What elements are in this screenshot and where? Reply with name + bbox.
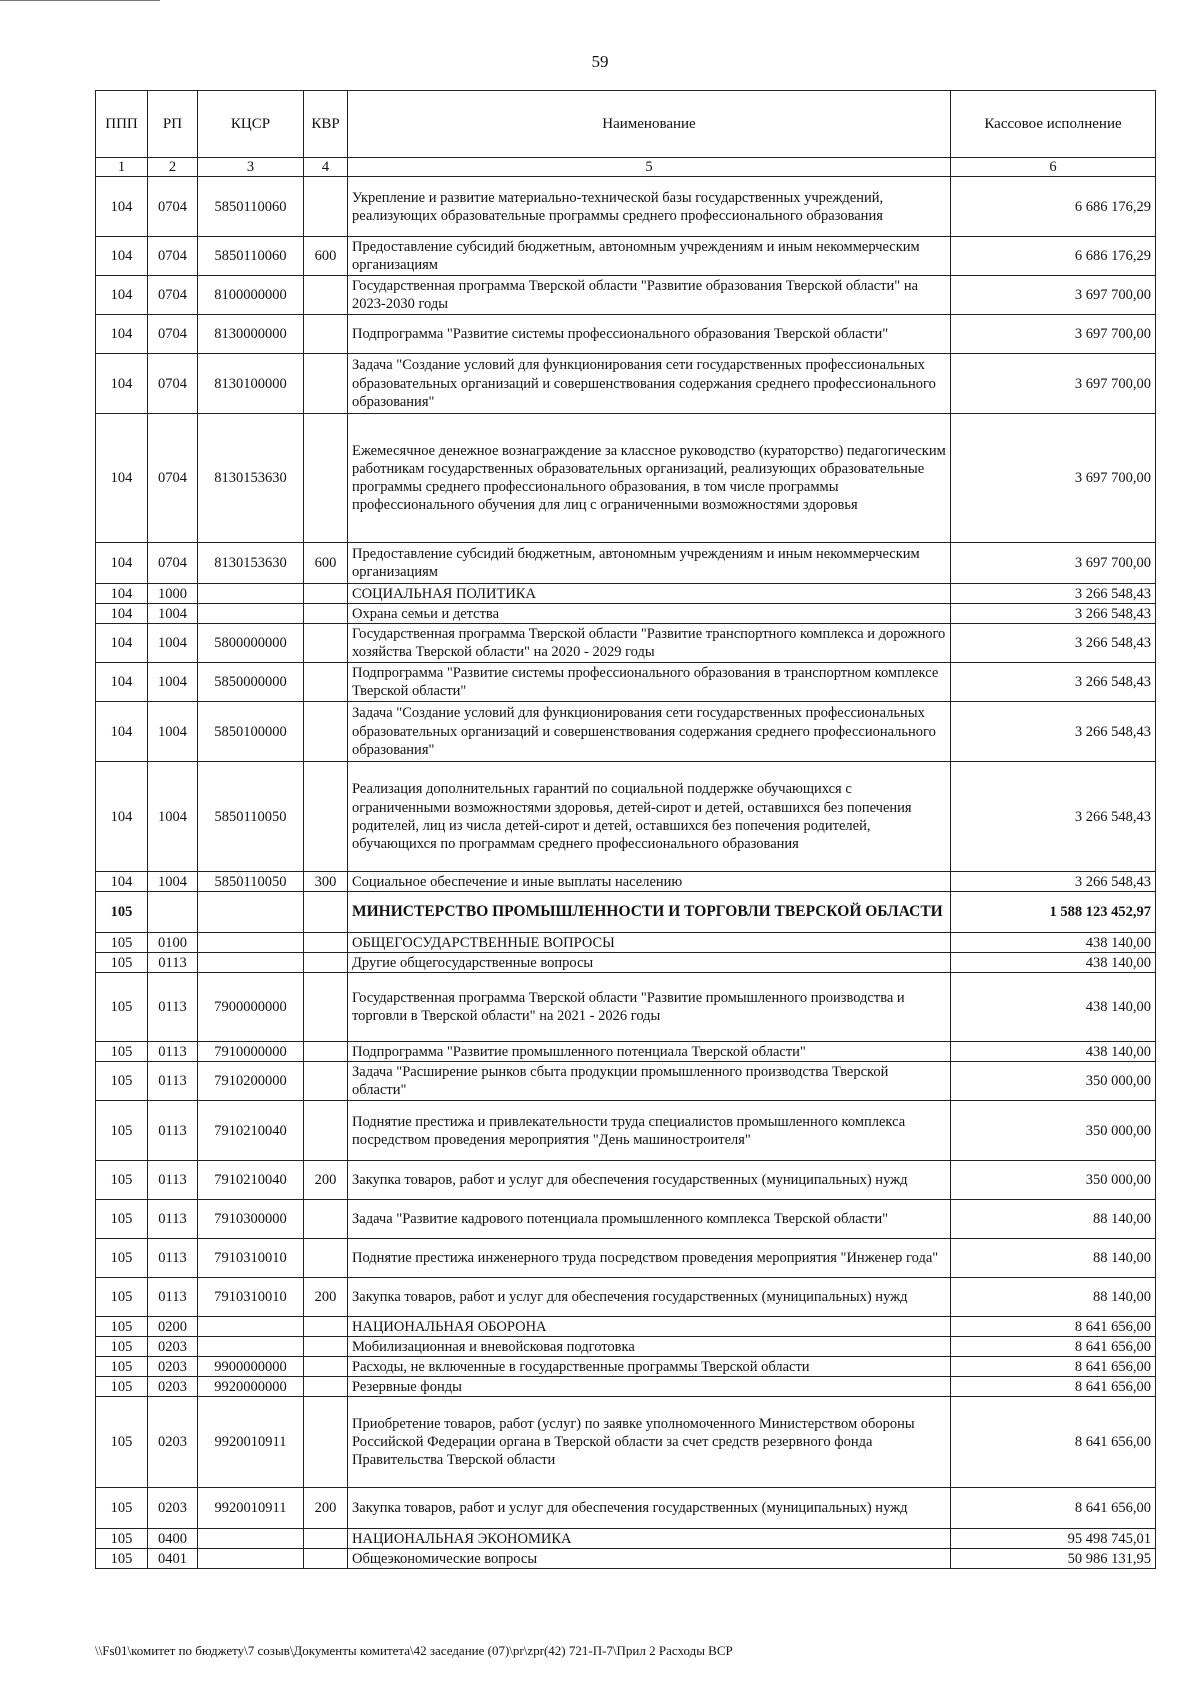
cell-kcsr: 9920010911 <box>198 1488 304 1529</box>
cell-ppp: 105 <box>96 973 148 1042</box>
cell-kcsr <box>198 1529 304 1549</box>
cell-kvr <box>304 702 348 762</box>
cell-kvr <box>304 414 348 543</box>
cell-ppp: 105 <box>96 933 148 953</box>
cell-kcsr: 8130153630 <box>198 414 304 543</box>
cell-kvr <box>304 315 348 354</box>
cell-amount: 3 266 548,43 <box>951 762 1156 872</box>
table-row <box>96 933 1156 953</box>
cell-kcsr: 7910200000 <box>198 1062 304 1101</box>
cell-name: Задача "Развитие кадрового потенциала промышленного комплекса Тверской области" <box>348 1200 951 1239</box>
cell-kcsr: 7910210040 <box>198 1101 304 1161</box>
cell-kvr <box>304 1101 348 1161</box>
cell-ppp: 105 <box>96 1239 148 1278</box>
cell-name: Закупка товаров, работ и услуг для обеспечения государственных (муниципальных) нужд <box>348 1161 951 1200</box>
cell-rp: 0113 <box>148 1101 198 1161</box>
cell-rp: 0400 <box>148 1529 198 1549</box>
index-cell: 1 <box>96 158 148 177</box>
table-row <box>96 1062 1156 1101</box>
header-kcsr: КЦСР <box>198 91 304 158</box>
table-row <box>96 953 1156 973</box>
table-row <box>96 1488 1156 1529</box>
header-name: Наименование <box>348 91 951 158</box>
cell-ppp: 105 <box>96 1062 148 1101</box>
cell-name: Подпрограмма "Развитие системы профессионального образования Тверской области" <box>348 315 951 354</box>
cell-ppp: 104 <box>96 543 148 584</box>
cell-name: Задача "Создание условий для функционирования сети государственных профессиональных образовательных организаций и совершенствования содержания среднего профессионального образования" <box>348 354 951 414</box>
cell-ppp: 104 <box>96 702 148 762</box>
cell-name: Мобилизационная и вневойсковая подготовка <box>348 1337 951 1357</box>
table-row <box>96 1529 1156 1549</box>
cell-ppp: 105 <box>96 1042 148 1062</box>
cell-rp: 0113 <box>148 973 198 1042</box>
cell-amount: 50 986 131,95 <box>951 1549 1156 1569</box>
table-row <box>96 604 1156 624</box>
cell-kcsr: 7910310010 <box>198 1278 304 1317</box>
cell-amount: 3 266 548,43 <box>951 663 1156 702</box>
cell-kcsr: 5850100000 <box>198 702 304 762</box>
cell-amount: 3 697 700,00 <box>951 276 1156 315</box>
cell-name: Поднятие престижа инженерного труда посредством проведения мероприятия "Инженер года" <box>348 1239 951 1278</box>
cell-rp: 0100 <box>148 933 198 953</box>
cell-kvr <box>304 354 348 414</box>
cell-ppp: 105 <box>96 1357 148 1377</box>
cell-rp: 0704 <box>148 276 198 315</box>
cell-name: Другие общегосударственные вопросы <box>348 953 951 973</box>
cell-name: Приобретение товаров, работ (услуг) по заявке уполномоченного Министерством обороны Российской Федерации органа в Тверской области за счет средств резервного фонда Правительства Тверской области <box>348 1397 951 1488</box>
cell-rp: 0203 <box>148 1337 198 1357</box>
cell-name: НАЦИОНАЛЬНАЯ ОБОРОНА <box>348 1317 951 1337</box>
cell-ppp: 105 <box>96 1317 148 1337</box>
cell-amount: 438 140,00 <box>951 933 1156 953</box>
header-kvr: КВР <box>304 91 348 158</box>
cell-amount: 3 697 700,00 <box>951 315 1156 354</box>
cell-rp: 0203 <box>148 1488 198 1529</box>
cell-amount: 8 641 656,00 <box>951 1377 1156 1397</box>
cell-amount: 438 140,00 <box>951 973 1156 1042</box>
table-row <box>96 543 1156 584</box>
cell-ppp: 105 <box>96 1488 148 1529</box>
cell-name: ОБЩЕГОСУДАРСТВЕННЫЕ ВОПРОСЫ <box>348 933 951 953</box>
cell-kvr <box>304 762 348 872</box>
cell-ppp: 104 <box>96 276 148 315</box>
table-row <box>96 237 1156 276</box>
cell-amount: 438 140,00 <box>951 1042 1156 1062</box>
cell-amount: 8 641 656,00 <box>951 1357 1156 1377</box>
cell-amount: 6 686 176,29 <box>951 177 1156 237</box>
cell-rp: 0113 <box>148 1200 198 1239</box>
cell-amount: 88 140,00 <box>951 1278 1156 1317</box>
table-row <box>96 1200 1156 1239</box>
table-row <box>96 414 1156 543</box>
cell-ppp: 105 <box>96 1397 148 1488</box>
cell-amount: 8 641 656,00 <box>951 1337 1156 1357</box>
table-row <box>96 177 1156 237</box>
cell-kcsr <box>198 584 304 604</box>
footer-file-path: \\Fs01\комитет по бюджету\7 созыв\Документы комитета\42 заседание (07)\pr\zpr(42) 721-П-7\Прил 2 Расходы ВСР <box>95 1643 733 1658</box>
cell-kvr <box>304 1397 348 1488</box>
cell-rp: 0200 <box>148 1317 198 1337</box>
cell-kvr <box>304 604 348 624</box>
cell-rp: 0203 <box>148 1377 198 1397</box>
cell-name: Ежемесячное денежное вознаграждение за классное руководство (кураторство) педагогическим работникам государственных образовательных организаций, реализующих образовательные программы среднего профессионального образования, в том числе программы профессионального обучения для лиц с ограниченными возможностями здоровья <box>348 414 951 543</box>
cell-kcsr <box>198 892 304 933</box>
table-row <box>96 762 1156 872</box>
cell-kvr <box>304 177 348 237</box>
cell-kcsr <box>198 953 304 973</box>
cell-name: Подпрограмма "Развитие системы профессионального образования в транспортном комплексе Тверской области" <box>348 663 951 702</box>
cell-kvr: 200 <box>304 1488 348 1529</box>
table-row <box>96 1397 1156 1488</box>
cell-amount: 3 697 700,00 <box>951 543 1156 584</box>
cell-kcsr: 7910000000 <box>198 1042 304 1062</box>
cell-kcsr: 5850000000 <box>198 663 304 702</box>
index-cell: 5 <box>348 158 951 177</box>
cell-name: Предоставление субсидий бюджетным, автономным учреждениям и иным некоммерческим организациям <box>348 237 951 276</box>
cell-name: Расходы, не включенные в государственные программы Тверской области <box>348 1357 951 1377</box>
cell-name: Общеэкономические вопросы <box>348 1549 951 1569</box>
cell-kcsr: 9900000000 <box>198 1357 304 1377</box>
cell-kvr <box>304 663 348 702</box>
page-number: 59 <box>591 52 609 71</box>
table-row <box>96 1357 1156 1377</box>
cell-rp: 1004 <box>148 624 198 663</box>
cell-kcsr: 7900000000 <box>198 973 304 1042</box>
cell-amount: 8 641 656,00 <box>951 1317 1156 1337</box>
cell-kcsr: 8130153630 <box>198 543 304 584</box>
cell-rp: 1004 <box>148 762 198 872</box>
cell-ppp: 105 <box>96 1377 148 1397</box>
cell-ppp: 105 <box>96 1161 148 1200</box>
index-cell: 6 <box>951 158 1156 177</box>
cell-name: Государственная программа Тверской области "Развитие образования Тверской области" на 2023-2030 годы <box>348 276 951 315</box>
cell-rp: 0203 <box>148 1357 198 1377</box>
cell-amount: 3 266 548,43 <box>951 702 1156 762</box>
cell-rp: 0704 <box>148 315 198 354</box>
cell-kcsr: 5800000000 <box>198 624 304 663</box>
table-row <box>96 973 1156 1042</box>
cell-kcsr <box>198 933 304 953</box>
cell-name: МИНИСТЕРСТВО ПРОМЫШЛЕННОСТИ И ТОРГОВЛИ ТВЕРСКОЙ ОБЛАСТИ <box>348 892 951 933</box>
cell-rp: 0113 <box>148 1161 198 1200</box>
cell-name: СОЦИАЛЬНАЯ ПОЛИТИКА <box>348 584 951 604</box>
table-row <box>96 1377 1156 1397</box>
cell-rp: 1004 <box>148 604 198 624</box>
cell-ppp: 104 <box>96 624 148 663</box>
cell-ppp: 104 <box>96 872 148 892</box>
table-row <box>96 702 1156 762</box>
cell-ppp: 105 <box>96 953 148 973</box>
cell-rp: 0704 <box>148 177 198 237</box>
table-row <box>96 1239 1156 1278</box>
cell-amount: 3 266 548,43 <box>951 624 1156 663</box>
cell-amount: 95 498 745,01 <box>951 1529 1156 1549</box>
table-row <box>96 1337 1156 1357</box>
cell-kcsr <box>198 1337 304 1357</box>
cell-kcsr: 5850110050 <box>198 762 304 872</box>
cell-name: Охрана семьи и детства <box>348 604 951 624</box>
cell-kcsr: 9920010911 <box>198 1397 304 1488</box>
cell-kvr <box>304 1529 348 1549</box>
cell-ppp: 104 <box>96 604 148 624</box>
cell-name: Социальное обеспечение и иные выплаты населению <box>348 872 951 892</box>
cell-name: Государственная программа Тверской области "Развитие промышленного производства и торговли в Тверской области" на 2021 - 2026 годы <box>348 973 951 1042</box>
cell-kcsr: 5850110060 <box>198 237 304 276</box>
cell-kvr <box>304 1337 348 1357</box>
cell-rp: 0113 <box>148 1239 198 1278</box>
index-cell: 2 <box>148 158 198 177</box>
cell-ppp: 105 <box>96 1337 148 1357</box>
cell-rp: 0113 <box>148 1042 198 1062</box>
table-row <box>96 1278 1156 1317</box>
cell-ppp: 105 <box>96 892 148 933</box>
table-row <box>96 1549 1156 1569</box>
cell-kvr <box>304 1377 348 1397</box>
cell-name: Задача "Расширение рынков сбыта продукции промышленного производства Тверской области" <box>348 1062 951 1101</box>
cell-kcsr: 7910310010 <box>198 1239 304 1278</box>
cell-amount: 3 266 548,43 <box>951 872 1156 892</box>
table-row <box>96 872 1156 892</box>
cell-kcsr: 8100000000 <box>198 276 304 315</box>
cell-kcsr: 8130100000 <box>198 354 304 414</box>
cell-amount: 8 641 656,00 <box>951 1488 1156 1529</box>
cell-kvr <box>304 276 348 315</box>
cell-amount: 350 000,00 <box>951 1101 1156 1161</box>
header-amount: Кассовое исполнение <box>951 91 1156 158</box>
scan-edge-line <box>0 0 160 1</box>
index-cell: 3 <box>198 158 304 177</box>
cell-kvr <box>304 973 348 1042</box>
cell-kvr: 300 <box>304 872 348 892</box>
cell-kvr: 200 <box>304 1161 348 1200</box>
table-row <box>96 663 1156 702</box>
cell-rp: 1004 <box>148 702 198 762</box>
cell-kvr <box>304 1357 348 1377</box>
header-rp: РП <box>148 91 198 158</box>
table-row <box>96 315 1156 354</box>
cell-amount: 88 140,00 <box>951 1239 1156 1278</box>
cell-amount: 350 000,00 <box>951 1062 1156 1101</box>
cell-ppp: 104 <box>96 762 148 872</box>
cell-ppp: 104 <box>96 177 148 237</box>
cell-rp: 0704 <box>148 354 198 414</box>
cell-rp: 1004 <box>148 663 198 702</box>
cell-name: Задача "Создание условий для функционирования сети государственных профессиональных образовательных организаций и совершенствования содержания среднего профессионального образования" <box>348 702 951 762</box>
cell-name: Государственная программа Тверской области "Развитие транспортного комплекса и дорожного хозяйства Тверской области" на 2020 - 2029 годы <box>348 624 951 663</box>
cell-amount: 3 266 548,43 <box>951 604 1156 624</box>
cell-name: Закупка товаров, работ и услуг для обеспечения государственных (муниципальных) нужд <box>348 1278 951 1317</box>
cell-name: НАЦИОНАЛЬНАЯ ЭКОНОМИКА <box>348 1529 951 1549</box>
cell-ppp: 104 <box>96 237 148 276</box>
table-row <box>96 1317 1156 1337</box>
cell-ppp: 104 <box>96 315 148 354</box>
cell-name: Резервные фонды <box>348 1377 951 1397</box>
table-row <box>96 1042 1156 1062</box>
cell-kcsr: 7910210040 <box>198 1161 304 1200</box>
table-row <box>96 1161 1156 1200</box>
cell-ppp: 105 <box>96 1278 148 1317</box>
cell-rp: 1000 <box>148 584 198 604</box>
cell-amount: 6 686 176,29 <box>951 237 1156 276</box>
cell-kvr <box>304 624 348 663</box>
cell-kcsr: 5850110050 <box>198 872 304 892</box>
cell-amount: 350 000,00 <box>951 1161 1156 1200</box>
cell-kcsr: 8130000000 <box>198 315 304 354</box>
table-row <box>96 892 1156 933</box>
cell-kvr: 200 <box>304 1278 348 1317</box>
cell-name: Подпрограмма "Развитие промышленного потенциала Тверской области" <box>348 1042 951 1062</box>
cell-ppp: 105 <box>96 1200 148 1239</box>
cell-kvr <box>304 892 348 933</box>
cell-name: Поднятие престижа и привлекательности труда специалистов промышленного комплекса посредством проведения мероприятия "День машиностроителя" <box>348 1101 951 1161</box>
cell-amount: 438 140,00 <box>951 953 1156 973</box>
cell-kcsr: 5850110060 <box>198 177 304 237</box>
cell-kvr <box>304 1200 348 1239</box>
cell-ppp: 104 <box>96 354 148 414</box>
cell-rp: 0113 <box>148 953 198 973</box>
cell-kcsr: 9920000000 <box>198 1377 304 1397</box>
cell-name: Укрепление и развитие материально-технической базы государственных учреждений, реализующих образовательные программы среднего профессионального образования <box>348 177 951 237</box>
cell-ppp: 105 <box>96 1529 148 1549</box>
column-index-row <box>96 158 1156 177</box>
budget-table <box>95 90 1156 1569</box>
cell-name: Закупка товаров, работ и услуг для обеспечения государственных (муниципальных) нужд <box>348 1488 951 1529</box>
index-cell: 4 <box>304 158 348 177</box>
cell-name: Предоставление субсидий бюджетным, автономным учреждениям и иным некоммерческим организациям <box>348 543 951 584</box>
cell-rp: 1004 <box>148 872 198 892</box>
cell-kvr <box>304 584 348 604</box>
cell-rp <box>148 892 198 933</box>
cell-amount: 1 588 123 452,97 <box>951 892 1156 933</box>
cell-name: Реализация дополнительных гарантий по социальной поддержке обучающихся с ограниченными возможностями здоровья, детей-сирот и детей, оставшихся без попечения родителей, лиц из числа детей-сирот и детей, оставшихся без попечения родителей, обучающихся по программам среднего профессионального образования <box>348 762 951 872</box>
table-row <box>96 276 1156 315</box>
cell-kvr <box>304 953 348 973</box>
cell-amount: 88 140,00 <box>951 1200 1156 1239</box>
table-header-row <box>96 91 1156 158</box>
cell-kvr <box>304 1239 348 1278</box>
cell-kvr: 600 <box>304 237 348 276</box>
cell-ppp: 104 <box>96 663 148 702</box>
cell-amount: 3 697 700,00 <box>951 414 1156 543</box>
cell-rp: 0704 <box>148 237 198 276</box>
cell-ppp: 105 <box>96 1101 148 1161</box>
cell-kvr <box>304 1062 348 1101</box>
cell-rp: 0401 <box>148 1549 198 1569</box>
cell-kvr: 600 <box>304 543 348 584</box>
cell-kvr <box>304 933 348 953</box>
table-row <box>96 584 1156 604</box>
cell-ppp: 105 <box>96 1549 148 1569</box>
cell-rp: 0113 <box>148 1062 198 1101</box>
cell-amount: 3 266 548,43 <box>951 584 1156 604</box>
cell-kcsr <box>198 604 304 624</box>
table-body <box>96 177 1156 1569</box>
cell-ppp: 104 <box>96 584 148 604</box>
cell-kcsr <box>198 1549 304 1569</box>
cell-ppp: 104 <box>96 414 148 543</box>
cell-kvr <box>304 1042 348 1062</box>
cell-kcsr: 7910300000 <box>198 1200 304 1239</box>
cell-kvr <box>304 1549 348 1569</box>
cell-amount: 3 697 700,00 <box>951 354 1156 414</box>
table-row <box>96 1101 1156 1161</box>
cell-rp: 0704 <box>148 543 198 584</box>
cell-kcsr <box>198 1317 304 1337</box>
cell-rp: 0203 <box>148 1397 198 1488</box>
cell-amount: 8 641 656,00 <box>951 1397 1156 1488</box>
table-row <box>96 354 1156 414</box>
header-ppp: ППП <box>96 91 148 158</box>
cell-kvr <box>304 1317 348 1337</box>
table-row <box>96 624 1156 663</box>
cell-rp: 0113 <box>148 1278 198 1317</box>
cell-rp: 0704 <box>148 414 198 543</box>
